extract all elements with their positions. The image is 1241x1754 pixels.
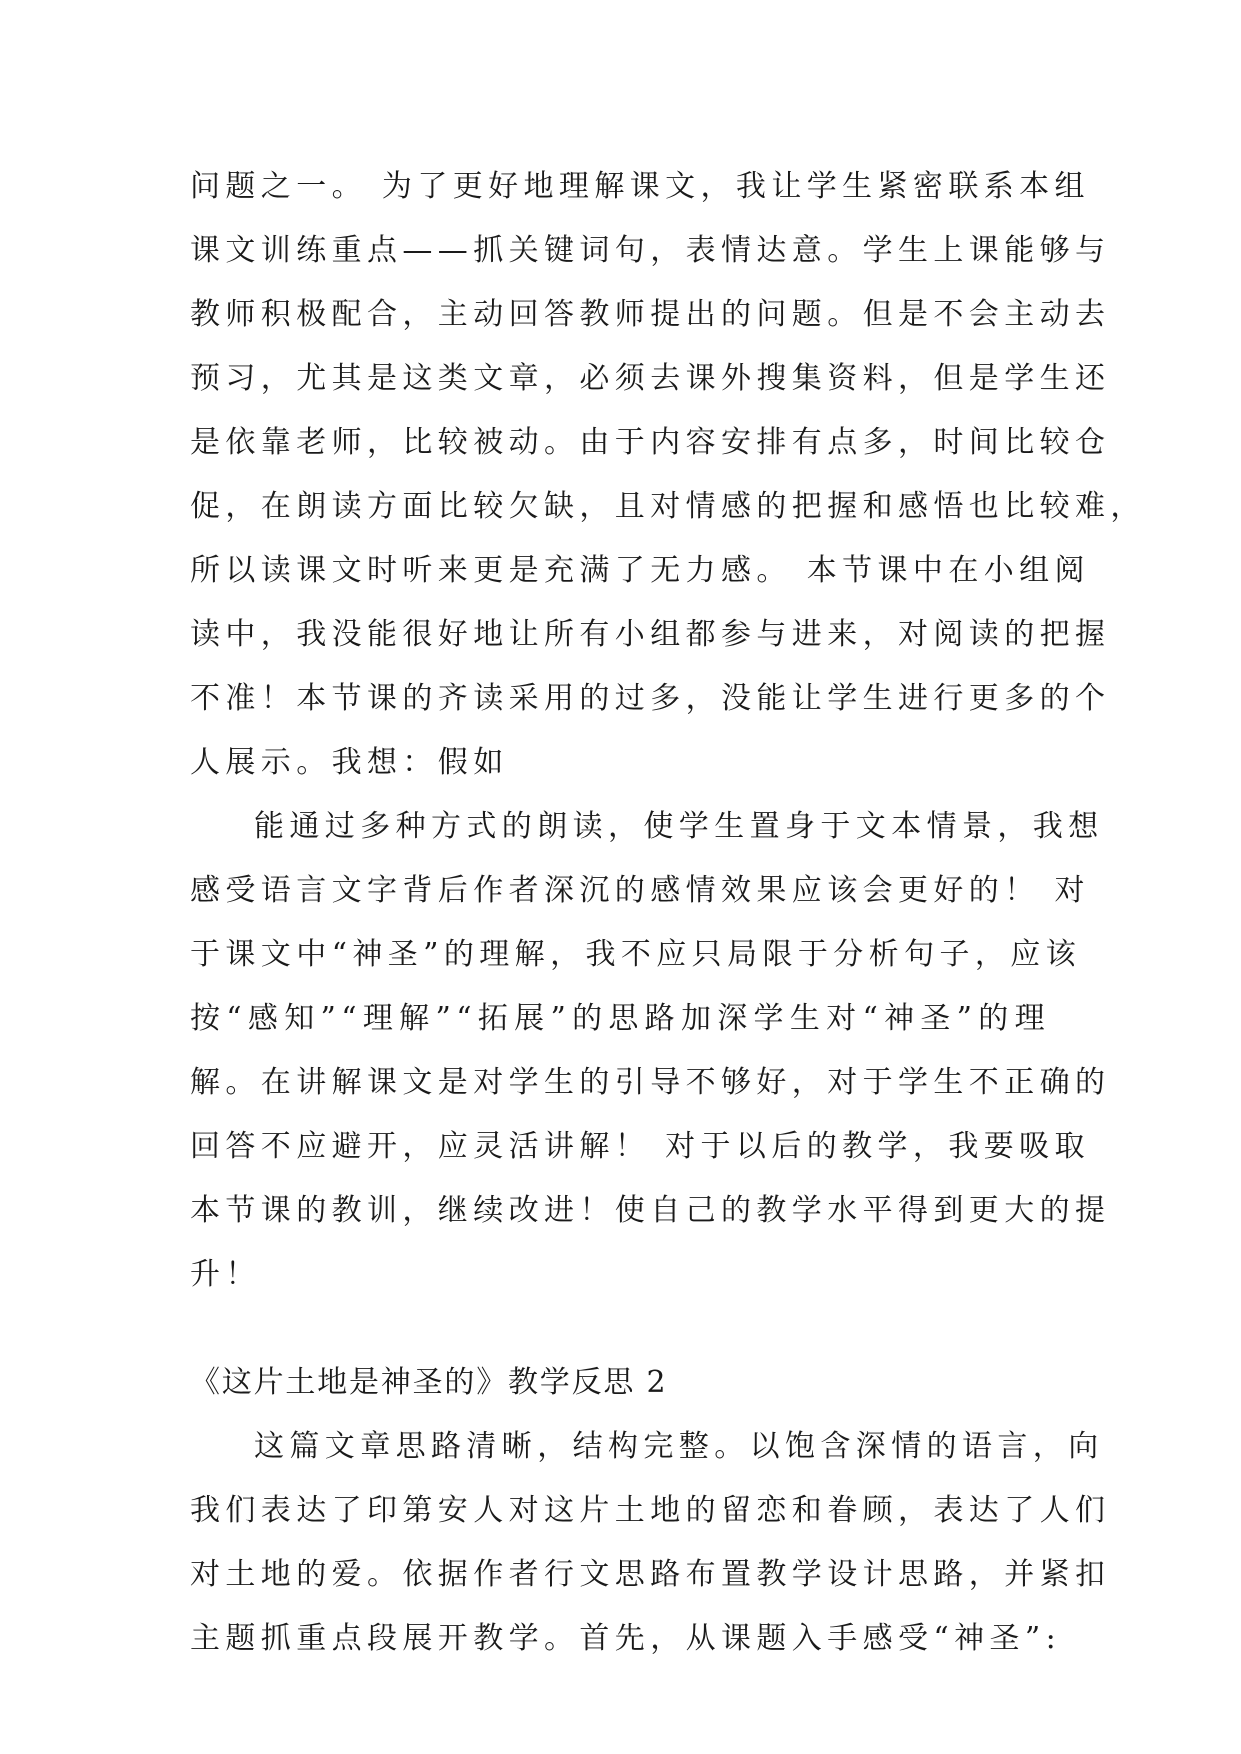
text-line: 本节课的教训，继续改进！使自己的教学水平得到更大的提 bbox=[190, 1193, 1111, 1228]
text-line: 回答不应避开，应灵活讲解！ 对于以后的教学，我要吸取 bbox=[190, 1129, 1090, 1164]
text-line: 解。在讲解课文是对学生的引导不够好，对于学生不正确的 bbox=[190, 1065, 1111, 1100]
text-line: 所以读课文时听来更是充满了无力感。 本节课中在小组阅 bbox=[190, 553, 1090, 588]
text-line: 不准！本节课的齐读采用的过多，没能让学生进行更多的个 bbox=[190, 681, 1111, 716]
text-line: 是依靠老师，比较被动。由于内容安排有点多，时间比较仓 bbox=[190, 425, 1111, 460]
text-line: 促，在朗读方面比较欠缺，且对情感的把握和感悟也比较难， bbox=[190, 489, 1146, 524]
text-line: 我们表达了印第安人对这片土地的留恋和眷顾，表达了人们 bbox=[190, 1493, 1111, 1528]
text-line: 人展示。我想：假如 bbox=[190, 745, 509, 780]
text-line: 课文训练重点——抓关键词句，表情达意。学生上课能够与 bbox=[190, 233, 1111, 268]
paragraph-first-line: 能通过多种方式的朗读，使学生置身于文本情景，我想 bbox=[254, 809, 1104, 844]
text-line: 预习，尤其是这类文章，必须去课外搜集资料，但是学生还 bbox=[190, 361, 1111, 396]
text-line: 升！ bbox=[190, 1257, 261, 1292]
text-line: 感受语言文字背后作者深沉的感情效果应该会更好的！ 对 bbox=[190, 873, 1090, 908]
text-line: 读中，我没能很好地让所有小组都参与进来，对阅读的把握 bbox=[190, 617, 1111, 652]
text-line: 于课文中“神圣”的理解，我不应只局限于分析句子，应该 bbox=[190, 937, 1082, 972]
text-line: 对土地的爱。依据作者行文思路布置教学设计思路，并紧扣 bbox=[190, 1557, 1111, 1592]
text-line: 按“感知”“理解”“拓展”的思路加深学生对“神圣”的理 bbox=[190, 1001, 1050, 1036]
text-line: 主题抓重点段展开教学。首先，从课题入手感受“神圣”: bbox=[190, 1621, 1062, 1656]
paragraph-first-line: 这篇文章思路清晰，结构完整。以饱含深情的语言，向 bbox=[254, 1429, 1104, 1464]
text-line: 教师积极配合，主动回答教师提出的问题。但是不会主动去 bbox=[190, 297, 1111, 332]
section-heading: 《这片土地是神圣的》教学反思 2 bbox=[190, 1365, 668, 1400]
text-line: 问题之一。 为了更好地理解课文，我让学生紧密联系本组 bbox=[190, 169, 1090, 204]
